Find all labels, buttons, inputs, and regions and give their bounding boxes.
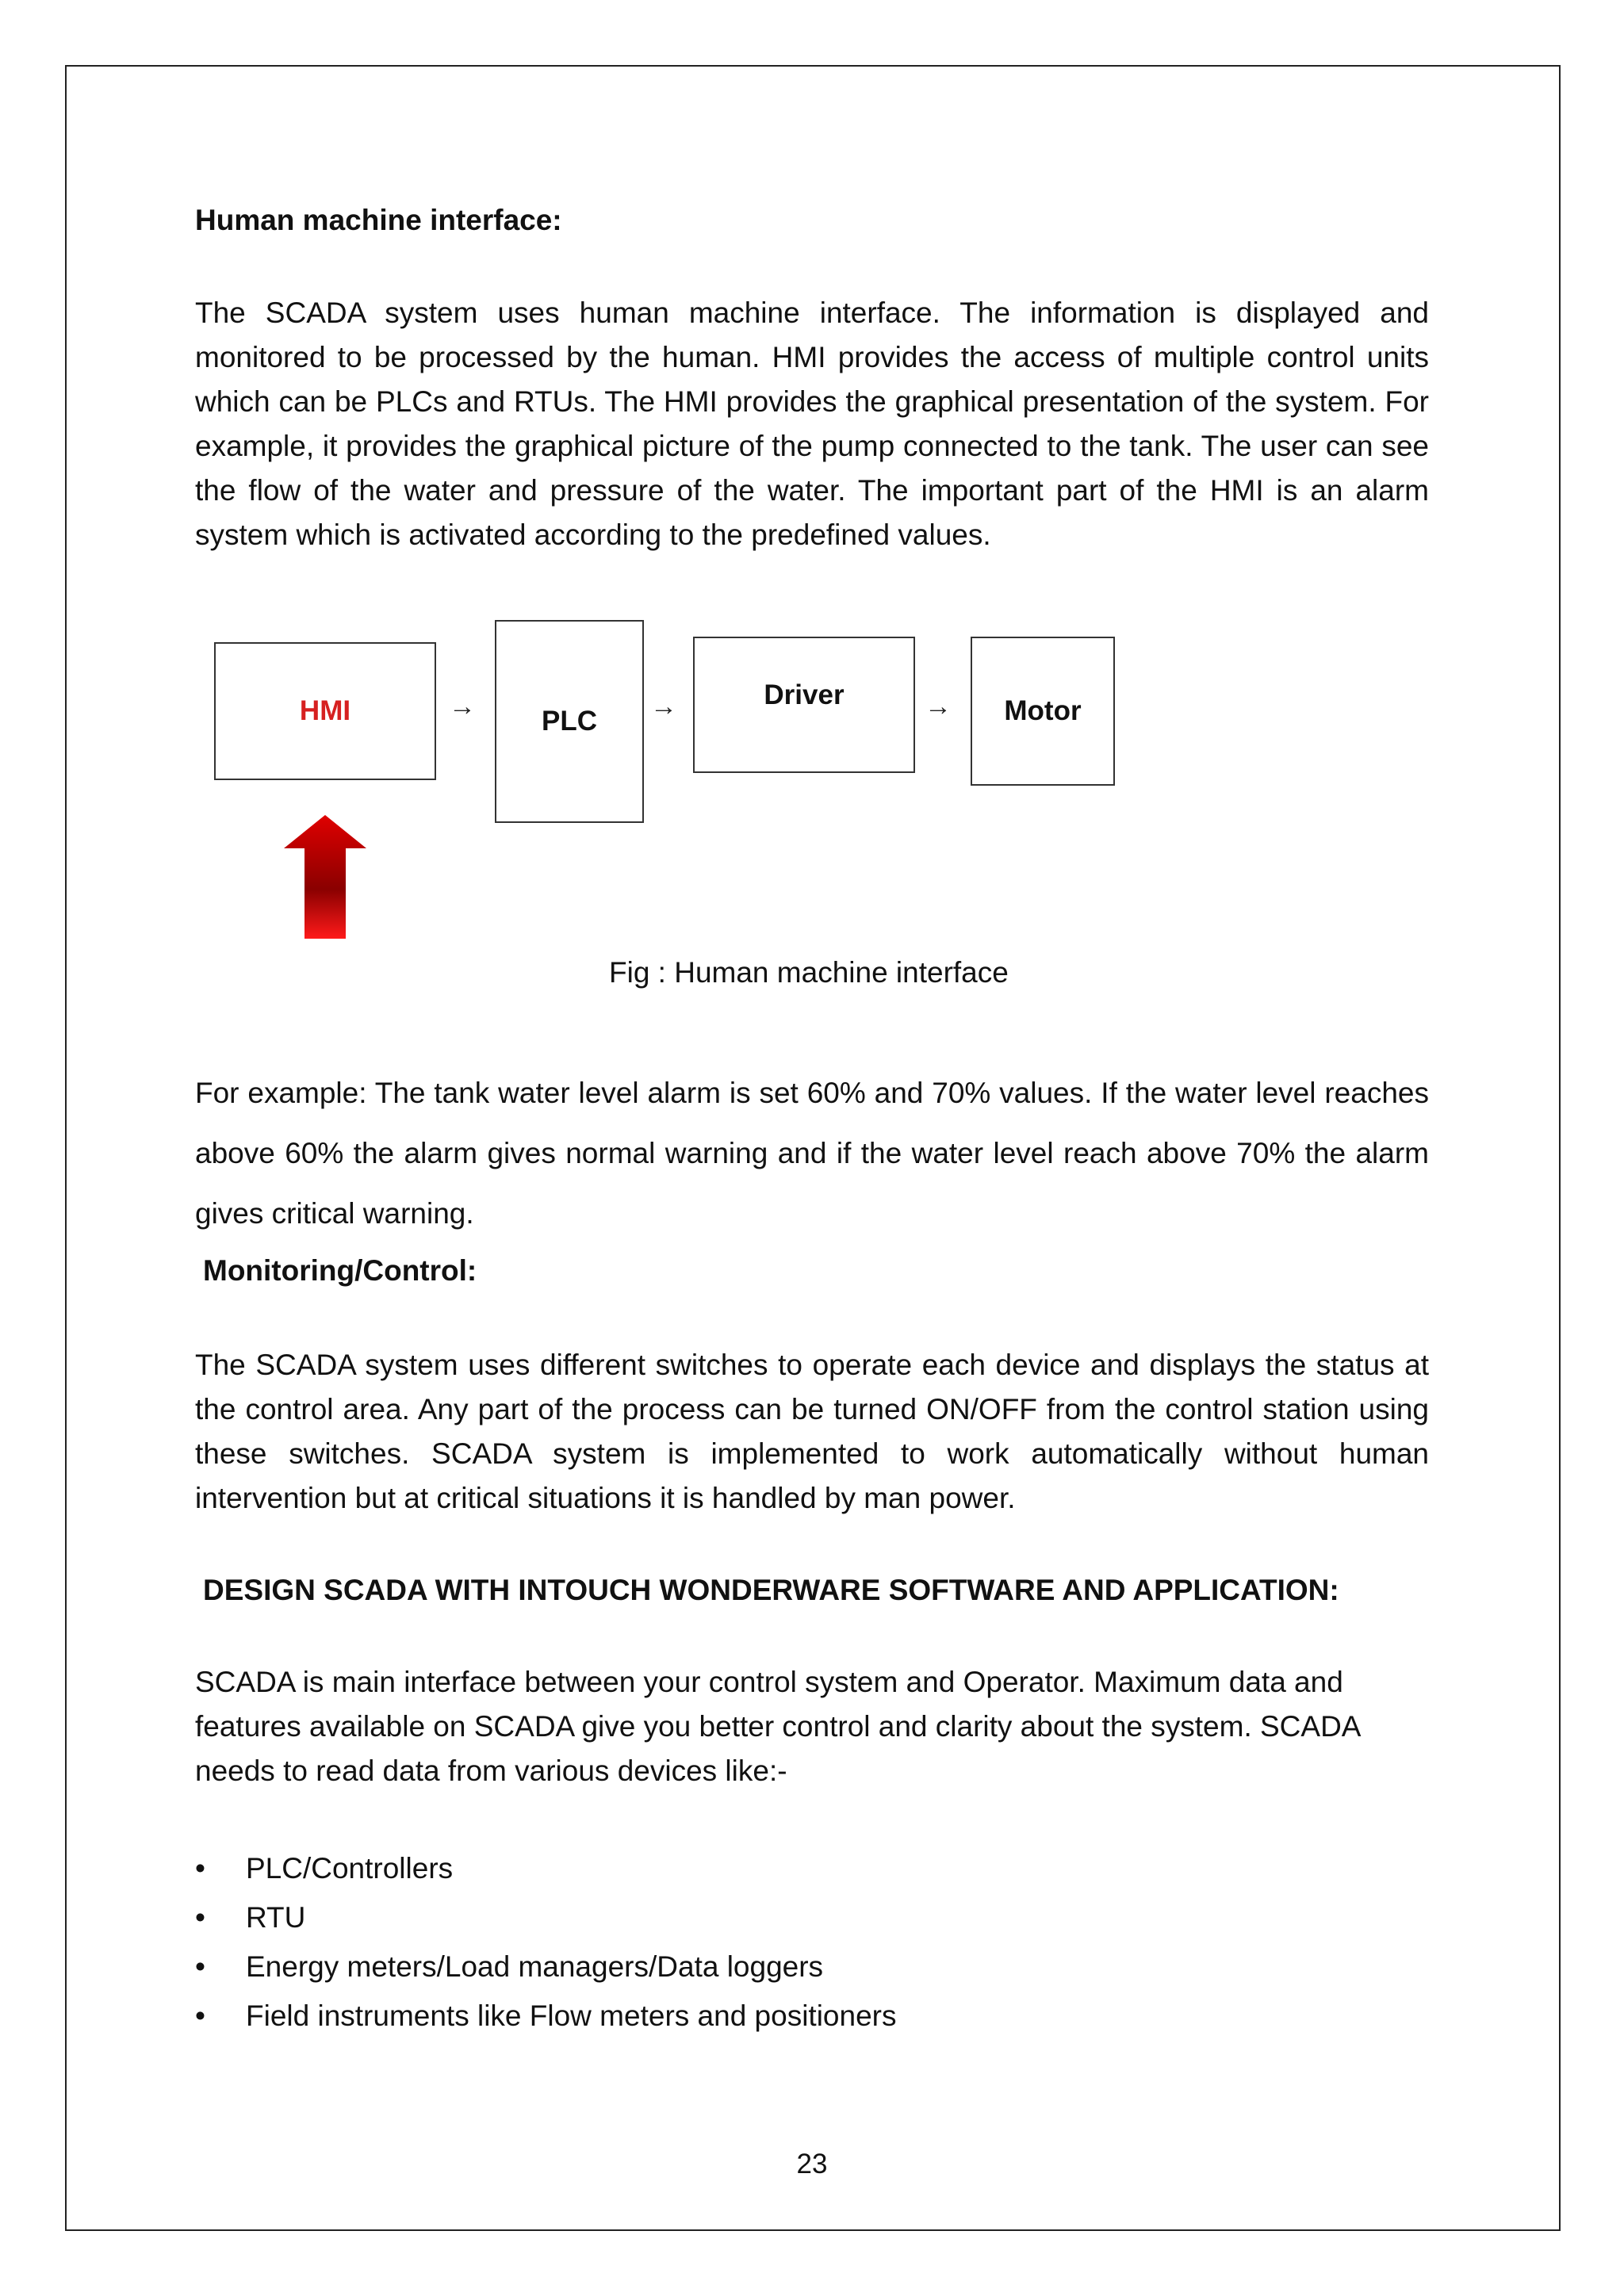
- motor-box-label: Motor: [1004, 695, 1082, 726]
- arrow-icon: →: [449, 691, 476, 721]
- hmi-paragraph-block: [195, 291, 1429, 557]
- design-heading: DESIGN SCADA WITH INTOUCH WONDERWARE SOFTWARE AND APPLICATION:: [203, 1574, 1339, 1606]
- monitoring-paragraph: The SCADA system uses different switches to operate each device and displays the status at the control area. Any part of the process can be turned ON/OFF from the control station using these switches. SCADA system is implemented to work automatically without human intervention but at critical situations it is handled by man power.: [195, 1349, 1429, 1514]
- design-section: [203, 1568, 1437, 1613]
- example-paragraph: For example: The tank water level alarm is set 60% and 70% values. If the water level reaches above 60% the alarm gives normal warning and if the water level reach above 70% the alarm gives critical warning.: [195, 1077, 1429, 1230]
- design-paragraph: SCADA is main interface between your control system and Operator. Maximum data and features available on SCADA give you better control and clarity about the system. SCADA needs to read data from various devices like:-: [195, 1666, 1360, 1787]
- list-item: [195, 1942, 1429, 1992]
- design-paragraph-block: [195, 1660, 1377, 1793]
- hmi-box-label: HMI: [299, 695, 351, 726]
- list-item-text: PLC/Controllers: [246, 1852, 454, 1885]
- device-list-block: [195, 1844, 1429, 2041]
- bullet-glyph: •: [195, 1852, 205, 1885]
- list-item: [195, 1893, 1429, 1942]
- arrow-icon: →: [650, 691, 677, 721]
- list-item-text: Energy meters/Load managers/Data loggers: [246, 1950, 824, 1983]
- monitoring-section: [203, 1249, 1437, 1293]
- plc-box-label: PLC: [542, 706, 597, 737]
- list-item: [195, 1992, 1429, 2041]
- hmi-heading: Human machine interface:: [195, 204, 562, 236]
- arrow-icon: →: [925, 691, 952, 721]
- page-number: 23: [796, 2149, 828, 2179]
- list-item: [195, 1844, 1429, 1893]
- example-section: [195, 1063, 1429, 1244]
- driver-box-label: Driver: [764, 679, 845, 710]
- hmi-section: [195, 198, 1429, 243]
- list-item-text: Field instruments like Flow meters and positioners: [246, 1999, 897, 2032]
- device-list: [195, 1844, 1429, 2041]
- bullet-glyph: •: [195, 1950, 205, 1983]
- monitoring-paragraph-block: [195, 1343, 1429, 1521]
- hmi-paragraph: The SCADA system uses human machine interface. The information is displayed and monitored to be processed by the human. HMI provides the access of multiple control units which can be PLCs and RTUs. The HMI provides the graphical presentation of the system. For example, it provides the graphical picture of the pump connected to the tank. The user can see the flow of the water and pressure of the water. The important part of the HMI is an alarm system which is activated according to the predefined values.: [195, 297, 1429, 551]
- bullet-glyph: •: [195, 1901, 205, 1934]
- list-item-text: RTU: [246, 1901, 306, 1934]
- bullet-glyph: •: [195, 1999, 205, 2032]
- figure-caption: Fig : Human machine interface: [609, 956, 1009, 989]
- monitoring-heading: Monitoring/Control:: [203, 1254, 477, 1287]
